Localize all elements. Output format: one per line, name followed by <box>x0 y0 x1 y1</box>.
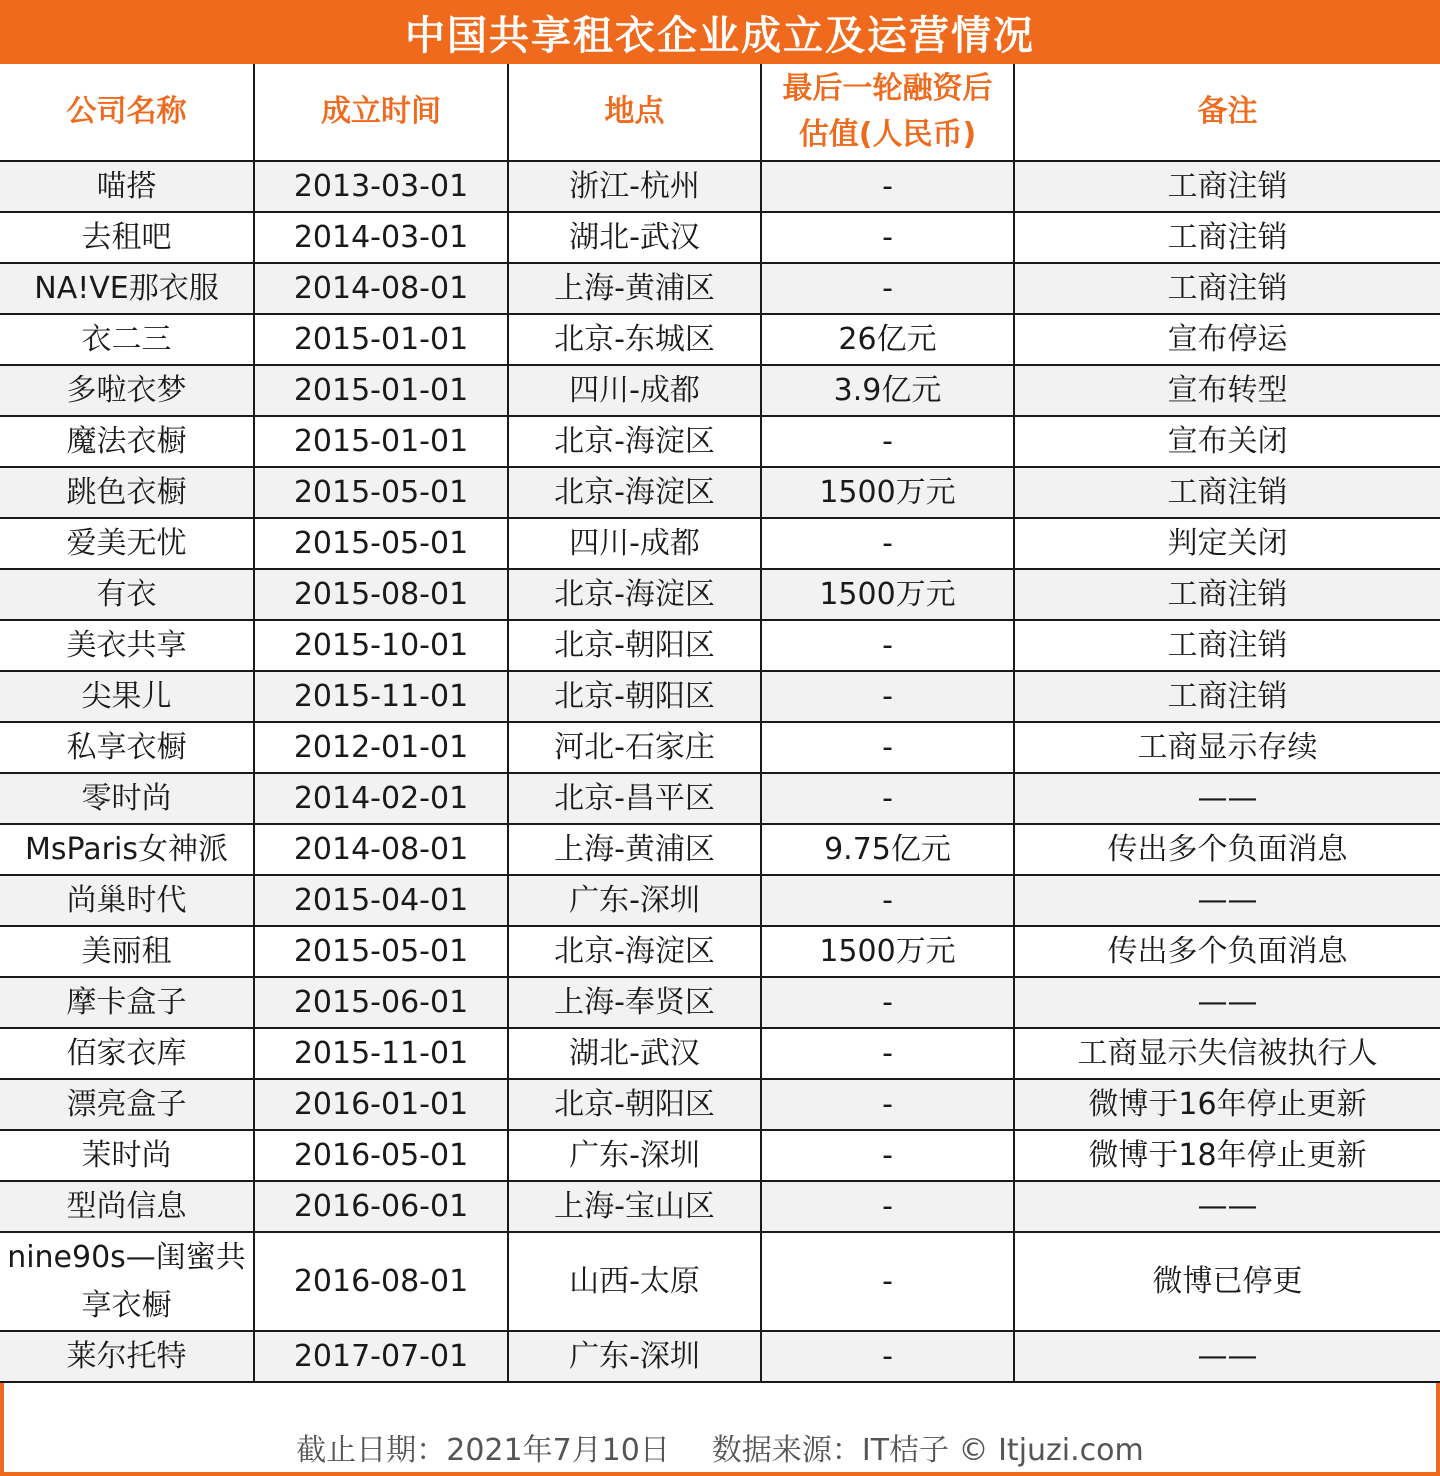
cell-valuation: - <box>761 1331 1014 1382</box>
table-title: 中国共享租衣企业成立及运营情况 <box>0 0 1440 64</box>
cell-location: 四川-成都 <box>508 518 761 569</box>
table-row <box>0 620 1440 671</box>
table-row <box>0 824 1440 875</box>
cell-location: 广东-深圳 <box>508 1331 761 1382</box>
cell-valuation: - <box>761 1232 1014 1331</box>
cell-note: —— <box>1014 773 1440 824</box>
cell-founded: 2014-08-01 <box>254 824 508 875</box>
header-note: 备注 <box>1014 64 1440 161</box>
cell-company: 型尚信息 <box>0 1181 254 1232</box>
cell-founded: 2017-07-01 <box>254 1331 508 1382</box>
cell-note: 宣布转型 <box>1014 365 1440 416</box>
cell-note: 微博于16年停止更新 <box>1014 1079 1440 1130</box>
cell-location: 广东-深圳 <box>508 1130 761 1181</box>
header-valuation-line2: 估值(人民币) <box>798 117 977 152</box>
header-location: 地点 <box>508 64 761 161</box>
cell-company: 衣二三 <box>0 314 254 365</box>
cell-valuation: - <box>761 671 1014 722</box>
footer-date: 截止日期：2021年7月10日 <box>296 1433 670 1468</box>
table-row <box>0 926 1440 977</box>
cell-founded: 2015-11-01 <box>254 671 508 722</box>
cell-valuation: 1500万元 <box>761 569 1014 620</box>
cell-company: 尖果儿 <box>0 671 254 722</box>
cell-valuation: 1500万元 <box>761 467 1014 518</box>
cell-founded: 2015-01-01 <box>254 416 508 467</box>
header-founded: 成立时间 <box>254 64 508 161</box>
cell-valuation: 1500万元 <box>761 926 1014 977</box>
cell-note: —— <box>1014 1181 1440 1232</box>
table-body <box>0 161 1440 1382</box>
cell-location: 广东-深圳 <box>508 875 761 926</box>
cell-location: 湖北-武汉 <box>508 212 761 263</box>
cell-valuation: - <box>761 1028 1014 1079</box>
cell-location: 北京-朝阳区 <box>508 671 761 722</box>
cell-location: 北京-东城区 <box>508 314 761 365</box>
table-row <box>0 773 1440 824</box>
cell-valuation: - <box>761 1181 1014 1232</box>
cell-note: 工商注销 <box>1014 263 1440 314</box>
cell-note: 宣布停运 <box>1014 314 1440 365</box>
cell-valuation: - <box>761 263 1014 314</box>
cell-location: 上海-黄浦区 <box>508 824 761 875</box>
cell-location: 北京-海淀区 <box>508 467 761 518</box>
cell-valuation: - <box>761 416 1014 467</box>
table-row <box>0 875 1440 926</box>
cell-location: 浙江-杭州 <box>508 161 761 212</box>
header-valuation-line1: 最后一轮融资后 <box>782 71 993 106</box>
table-row <box>0 314 1440 365</box>
cell-company: 去租吧 <box>0 212 254 263</box>
table-row <box>0 416 1440 467</box>
cell-company: 莱尔托特 <box>0 1331 254 1382</box>
cell-valuation: - <box>761 620 1014 671</box>
cell-founded: 2016-06-01 <box>254 1181 508 1232</box>
cell-founded: 2014-02-01 <box>254 773 508 824</box>
cell-valuation: - <box>761 518 1014 569</box>
cell-location: 山西-太原 <box>508 1232 761 1331</box>
cell-company: 美衣共享 <box>0 620 254 671</box>
table-row <box>0 365 1440 416</box>
cell-founded: 2015-06-01 <box>254 977 508 1028</box>
cell-location: 北京-海淀区 <box>508 926 761 977</box>
cell-note: 工商注销 <box>1014 161 1440 212</box>
cell-note: —— <box>1014 977 1440 1028</box>
table-row <box>0 161 1440 212</box>
cell-note: 微博已停更 <box>1014 1232 1440 1331</box>
cell-founded: 2016-08-01 <box>254 1232 508 1331</box>
footer <box>0 1422 1440 1472</box>
cell-company: 多啦衣梦 <box>0 365 254 416</box>
cell-company: 魔法衣橱 <box>0 416 254 467</box>
cell-note: 工商注销 <box>1014 212 1440 263</box>
cell-note: 微博于18年停止更新 <box>1014 1130 1440 1181</box>
cell-note: 工商注销 <box>1014 569 1440 620</box>
cell-company: 茉时尚 <box>0 1130 254 1181</box>
cell-founded: 2013-03-01 <box>254 161 508 212</box>
cell-company: nine90s—闺蜜共享衣橱 <box>0 1232 254 1331</box>
table-row <box>0 1331 1440 1382</box>
cell-location: 北京-昌平区 <box>508 773 761 824</box>
cell-valuation: - <box>761 212 1014 263</box>
table-row <box>0 1028 1440 1079</box>
cell-note: 判定关闭 <box>1014 518 1440 569</box>
cell-note: 传出多个负面消息 <box>1014 824 1440 875</box>
cell-company: 尚巢时代 <box>0 875 254 926</box>
header-company: 公司名称 <box>0 64 254 161</box>
cell-location: 河北-石家庄 <box>508 722 761 773</box>
table-row <box>0 977 1440 1028</box>
companies-table <box>0 64 1440 1383</box>
cell-location: 北京-朝阳区 <box>508 1079 761 1130</box>
cell-note: 工商注销 <box>1014 467 1440 518</box>
cell-valuation: - <box>761 773 1014 824</box>
header-row <box>0 64 1440 161</box>
cell-founded: 2015-05-01 <box>254 926 508 977</box>
header-valuation <box>761 64 1014 161</box>
cell-location: 上海-宝山区 <box>508 1181 761 1232</box>
cell-founded: 2015-05-01 <box>254 518 508 569</box>
cell-location: 北京-海淀区 <box>508 416 761 467</box>
cell-company: 爱美无忧 <box>0 518 254 569</box>
table-row <box>0 1181 1440 1232</box>
cell-note: 工商显示失信被执行人 <box>1014 1028 1440 1079</box>
cell-note: —— <box>1014 875 1440 926</box>
cell-valuation: 3.9亿元 <box>761 365 1014 416</box>
table-row <box>0 212 1440 263</box>
cell-company: 佰家衣库 <box>0 1028 254 1079</box>
cell-founded: 2014-03-01 <box>254 212 508 263</box>
table-row <box>0 1079 1440 1130</box>
cell-founded: 2015-11-01 <box>254 1028 508 1079</box>
cell-note: 工商显示存续 <box>1014 722 1440 773</box>
cell-company: 零时尚 <box>0 773 254 824</box>
table-row <box>0 1232 1440 1331</box>
cell-founded: 2014-08-01 <box>254 263 508 314</box>
table-row <box>0 569 1440 620</box>
cell-company: 漂亮盒子 <box>0 1079 254 1130</box>
cell-valuation: - <box>761 977 1014 1028</box>
cell-valuation: 9.75亿元 <box>761 824 1014 875</box>
cell-founded: 2015-08-01 <box>254 569 508 620</box>
footer-source: 数据来源：IT桔子 © Itjuzi.com <box>711 1433 1144 1468</box>
cell-valuation: - <box>761 1130 1014 1181</box>
cell-location: 北京-朝阳区 <box>508 620 761 671</box>
cell-company: MsParis女神派 <box>0 824 254 875</box>
cell-founded: 2015-10-01 <box>254 620 508 671</box>
cell-location: 上海-奉贤区 <box>508 977 761 1028</box>
cell-company: NA!VE那衣服 <box>0 263 254 314</box>
cell-founded: 2015-01-01 <box>254 365 508 416</box>
cell-founded: 2015-04-01 <box>254 875 508 926</box>
table-row <box>0 518 1440 569</box>
cell-company: 私享衣橱 <box>0 722 254 773</box>
cell-valuation: - <box>761 161 1014 212</box>
cell-founded: 2012-01-01 <box>254 722 508 773</box>
cell-company: 喵搭 <box>0 161 254 212</box>
cell-location: 上海-黄浦区 <box>508 263 761 314</box>
table-row <box>0 722 1440 773</box>
cell-location: 四川-成都 <box>508 365 761 416</box>
cell-valuation: 26亿元 <box>761 314 1014 365</box>
cell-founded: 2016-05-01 <box>254 1130 508 1181</box>
table-row <box>0 671 1440 722</box>
cell-company: 有衣 <box>0 569 254 620</box>
cell-founded: 2015-05-01 <box>254 467 508 518</box>
table-row <box>0 467 1440 518</box>
cell-location: 北京-海淀区 <box>508 569 761 620</box>
cell-valuation: - <box>761 722 1014 773</box>
cell-founded: 2016-01-01 <box>254 1079 508 1130</box>
table-row <box>0 263 1440 314</box>
cell-note: 工商注销 <box>1014 671 1440 722</box>
cell-founded: 2015-01-01 <box>254 314 508 365</box>
cell-location: 湖北-武汉 <box>508 1028 761 1079</box>
cell-note: 工商注销 <box>1014 620 1440 671</box>
cell-note: —— <box>1014 1331 1440 1382</box>
cell-valuation: - <box>761 875 1014 926</box>
cell-note: 宣布关闭 <box>1014 416 1440 467</box>
cell-company: 摩卡盒子 <box>0 977 254 1028</box>
cell-valuation: - <box>761 1079 1014 1130</box>
cell-company: 跳色衣橱 <box>0 467 254 518</box>
cell-note: 传出多个负面消息 <box>1014 926 1440 977</box>
table-row <box>0 1130 1440 1181</box>
cell-company: 美丽租 <box>0 926 254 977</box>
